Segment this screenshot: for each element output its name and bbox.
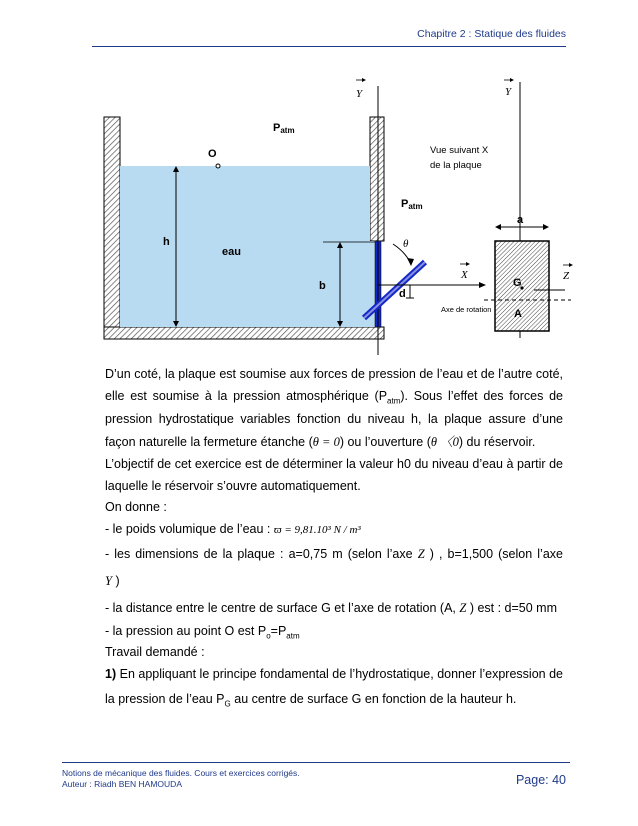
para2-line1: L’objectif de cet exercice est de déterminer la valeur h0 du niveau d’eau à partir de (105, 457, 563, 471)
bullet-specific-weight: - le poids volumique de l’eau : ϖ = 9,81.10³ N / m³ (105, 522, 361, 536)
patm-label-right: Patm (401, 198, 423, 211)
para1-line1: D’un coté, la plaque est soumise aux forces de pression de l’eau et de l’autre coté, (105, 367, 563, 381)
tank-bottom-wall (104, 327, 384, 339)
bullet-dimensions-1: - les dimensions de la plaque : a=0,75 m (selon l’axe Z ) , b=1,500 (selon l’axe (105, 547, 563, 561)
view-caption-2: de la plaque (430, 160, 482, 171)
x-axis-label: X (461, 269, 468, 281)
question1-line1: 1) En appliquant le principe fondamental de l’hydrostatique, donner l’expression de (105, 667, 563, 681)
view-caption-1: Vue suivant X (430, 145, 489, 156)
water-body (120, 166, 370, 327)
given-heading: On donne : (105, 500, 167, 514)
point-o (216, 164, 220, 168)
y-axis-label-right: Y (505, 86, 512, 98)
h-label: h (163, 236, 170, 248)
para2-line2: laquelle le réservoir s’ouvre automatiquement. (105, 479, 361, 493)
bullet-dimensions-2: Y ) (105, 574, 120, 588)
plate-side-view (495, 241, 549, 331)
para1-line4: façon naturelle la fermeture étanche (θ = 0) ou l’ouverture (θ 〈0) du réservoir. (105, 435, 536, 449)
reservoir-figure (0, 0, 638, 370)
theta-label: θ (403, 238, 409, 250)
point-o-label: O (208, 148, 217, 160)
eau-label: eau (222, 246, 241, 258)
a-point-label: A (514, 308, 522, 320)
tank-left-wall (104, 117, 120, 339)
z-axis-label: Z (563, 270, 570, 282)
page-number: Page: 40 (515, 773, 566, 787)
y-axis-label-left: Y (356, 88, 363, 100)
question1-line2: la pression de l’eau $P_G$ au centre de surface G en fonction de la hauteur h. (105, 692, 517, 709)
rotation-axis-label: Axe de rotation (441, 305, 492, 314)
footer-line1: Notions de mécanique des fluides. Cours et exercices corrigés. (62, 768, 300, 778)
bullet-pressure-o: - la pression au point O est $P_o=P_{atm}$ (105, 624, 300, 641)
footer-line2: Auteur : Riadh BEN HAMOUDA (62, 779, 182, 789)
para1-line3: pression hydrostatique variables fonction du niveau h, la plaque assure d’une (105, 412, 563, 426)
footer-rule (62, 762, 570, 763)
a-label: a (517, 214, 524, 226)
tank-right-wall (370, 117, 384, 241)
para1-line2: elle est soumise à la pression atmosphérique $(P_{atm})$. Sous l’effet des forces de (105, 389, 563, 406)
footer-credits (62, 768, 300, 790)
patm-label-top: Patm (273, 122, 295, 135)
work-heading: Travail demandé : (105, 645, 205, 659)
chapter-header: Chapitre 2 : Statique des fluides (417, 28, 566, 40)
g-label: G (513, 277, 522, 289)
d-label: d (399, 288, 406, 300)
bullet-distance: - la distance entre le centre de surface G et l’axe de rotation (A, Z ) est : d=50 mm (105, 601, 557, 615)
b-label: b (319, 280, 326, 292)
